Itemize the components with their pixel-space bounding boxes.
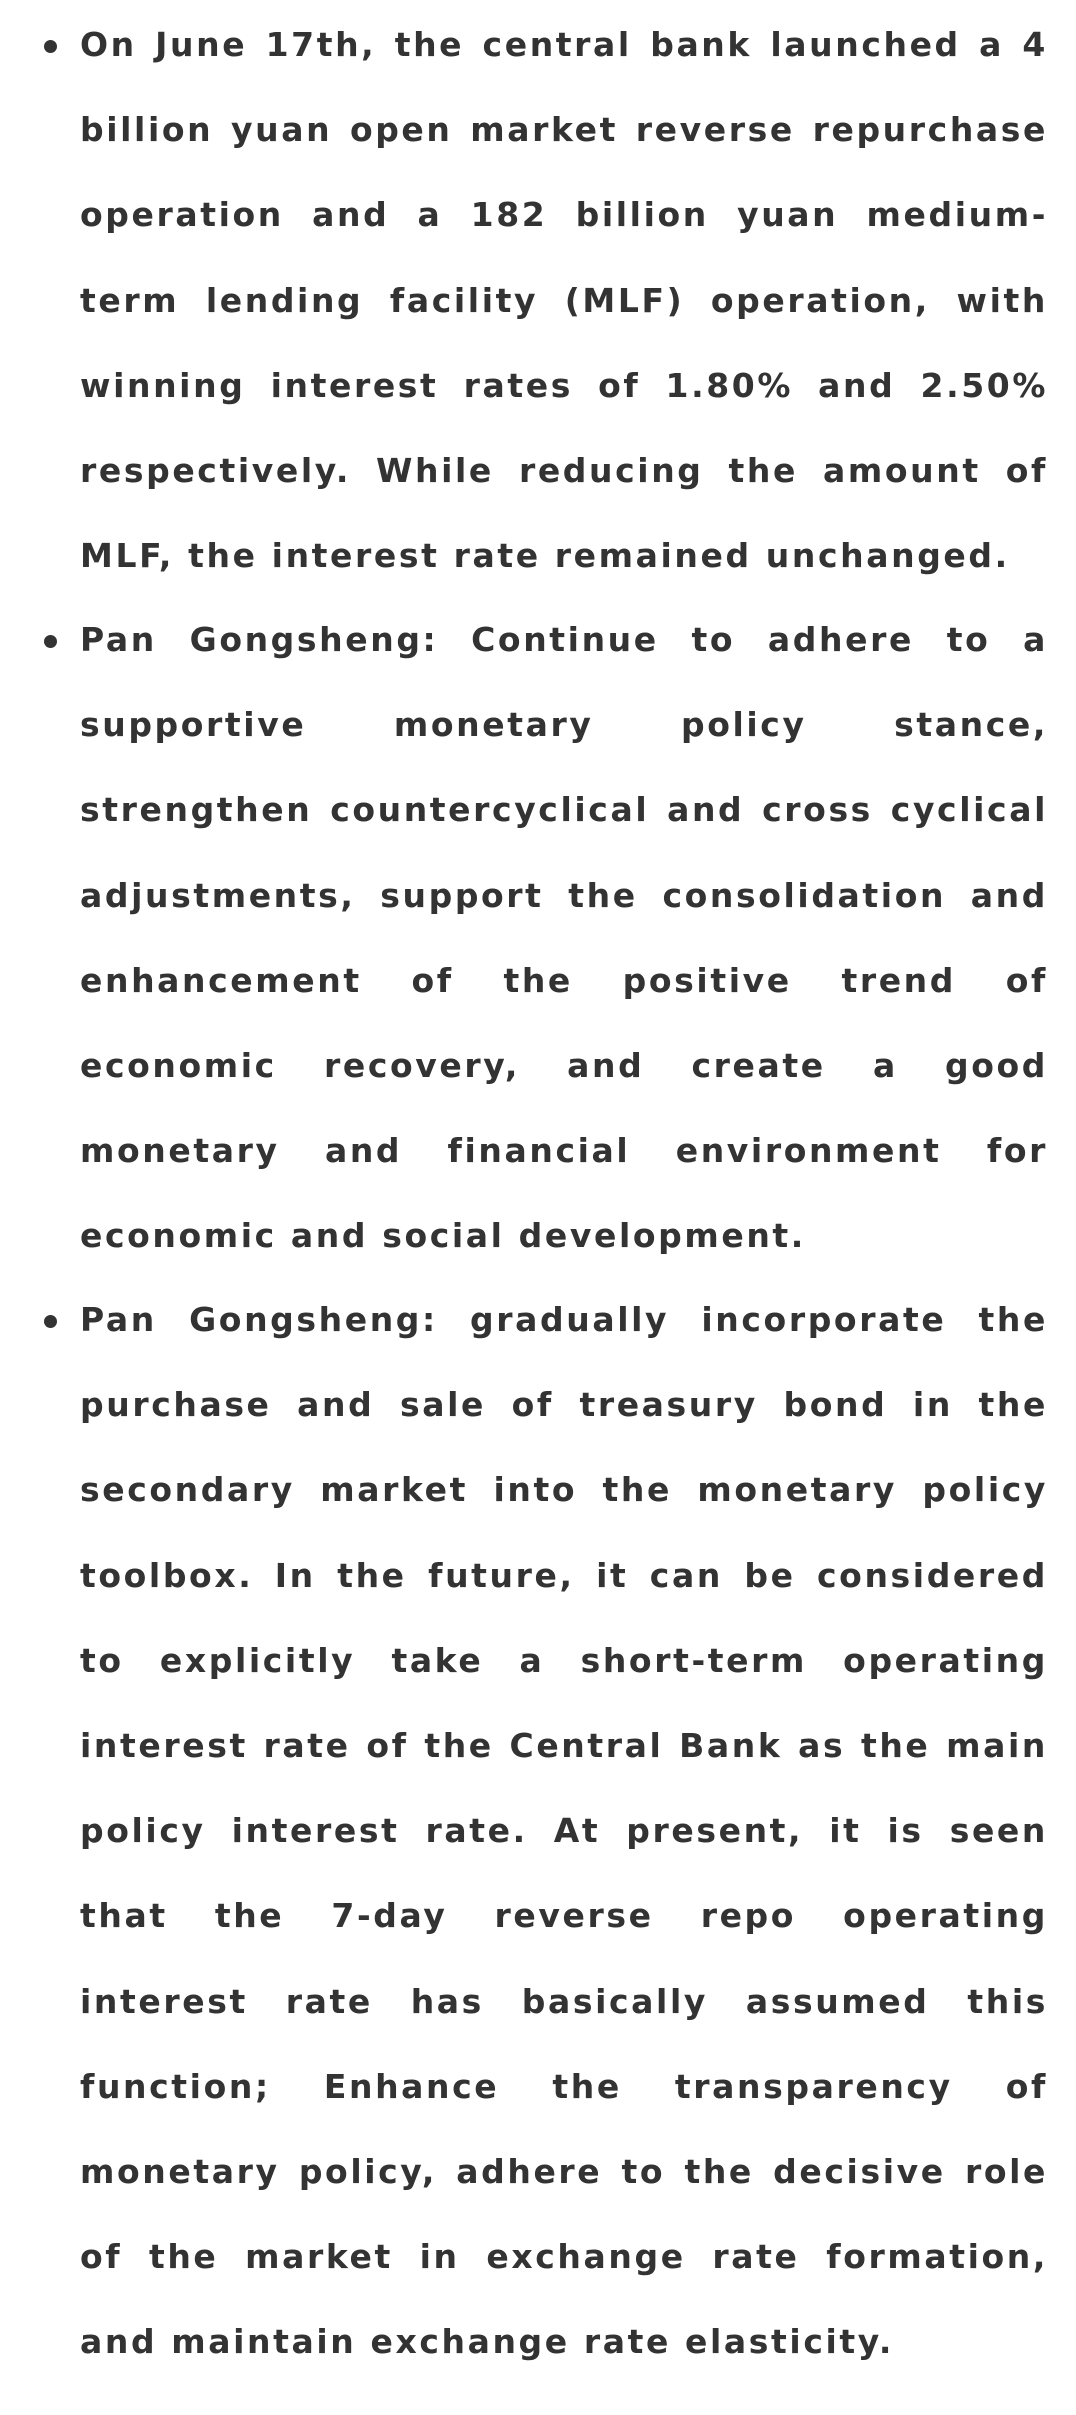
list-item xyxy=(0,597,1076,1279)
bullet-text: Pan Gongsheng: gradually incorporate the purchase and sale of treasury bond in the secondary market into the monetary policy toolbox. In the future, it can be considered to explicitly take a short-term operating interest rate of the Central Bank as the main policy interest rate. At present, it is seen that the 7-day reverse repo operating interest rate has basically assumed this function; Enhance the transparency of monetary policy, adhere to the decisive role of the market in exchange rate formation, and maintain exchange rate elasticity. xyxy=(80,1300,1048,2362)
bullet-dot-icon xyxy=(44,1315,57,1328)
list-item xyxy=(0,2,1076,598)
bullet-text: Pan Gongsheng: Continue to adhere to a supportive monetary policy stance, strengthen countercyclical and cross cyclical adjustments, support the consolidation and enhancement of the positive trend of economic recovery, and create a good monetary and financial environment for economic and social development. xyxy=(80,620,1048,1256)
bullet-text: On June 17th, the central bank launched a 4 billion yuan open market reverse repurchase operation and a 182 billion yuan medium-term lending facility (MLF) operation, with winning interest rates of 1.80% and 2.50% respectively. While reducing the amount of MLF, the interest rate remained unchanged. xyxy=(80,25,1048,576)
bullet-dot-icon xyxy=(44,40,57,53)
bullet-dot-icon xyxy=(44,635,57,648)
list-item xyxy=(0,1277,1076,2385)
